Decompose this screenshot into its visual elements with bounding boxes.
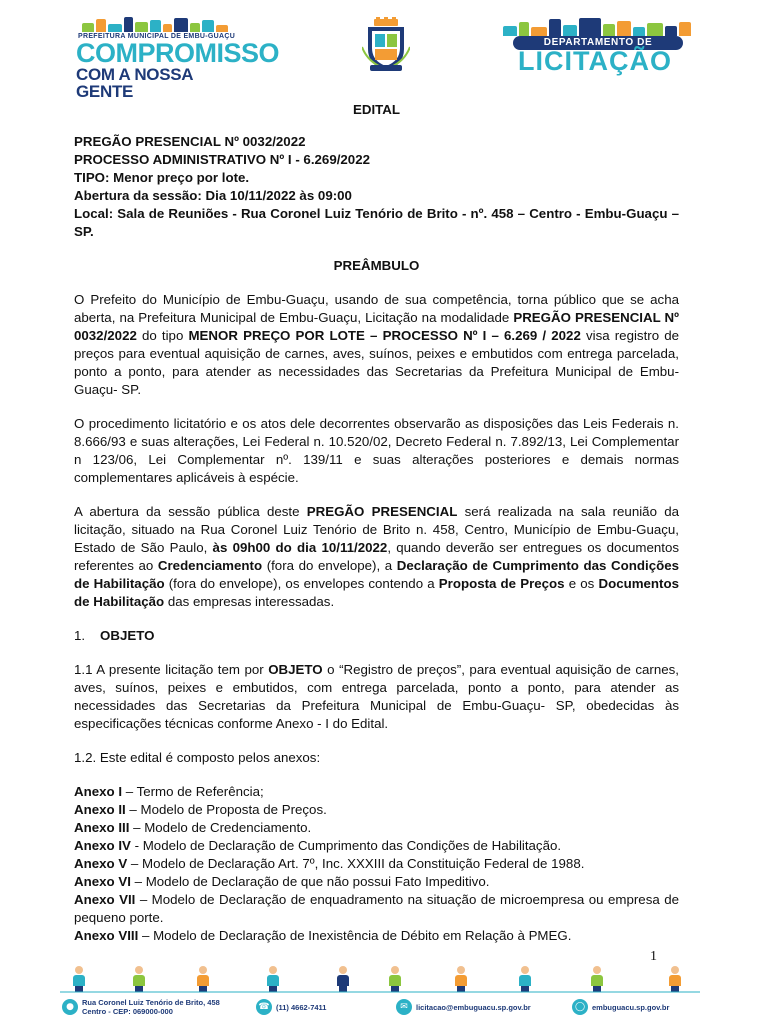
departamento-licitacao-logo	[495, 16, 695, 78]
prefeitura-logo	[74, 16, 280, 101]
document-title-block	[74, 133, 679, 241]
objeto-paragraph-1-1: 1.1 A presente licitação tem por OBJETO o “Registro de preços”, para eventual aquisição de carnes, aves, suínos, peixes e embutidos, com entrega parcelada, ponto a ponto, para atender as necessidades das Secretarias da Prefeitura Municipal de Embu-Guaçu- SP, obedecidas às especificações técnicas conforme Anexo - I do Edital.	[74, 662, 679, 731]
footer-people-illustration	[70, 962, 690, 992]
annex-item: Anexo VI – Modelo de Declaração de que não possui Fato Impeditivo.	[74, 874, 490, 889]
logo-line-com-a-nossa-gente: COM A NOSSA GENTE	[76, 65, 193, 101]
phone-number: (11) 4662-7411	[276, 1002, 327, 1012]
preambulo-paragraph-1: O Prefeito do Município de Embu-Guaçu, usando de sua competência, torna público que se acha aberta, na Prefeitura Municipal de Embu-Guaçu, Licitação na modalidade PREGÃO PRESENCIAL Nº 0032/2022 do tipo MENOR PREÇO POR LOTE – PROCESSO Nº I – 6.269 / 2022 visa registro de preços para eventual aquisição de carnes, aves, suínos, peixes e embutidos com entrega parcelada, ponto a ponto, para atender as necessidades das Secretarias da Prefeitura Municipal de Embu-Guaçu- SP.	[74, 292, 680, 397]
annex-item: Anexo V – Modelo de Declaração Art. 7º, Inc. XXXIII da Constituição Federal de 1988.	[74, 856, 585, 871]
section-number: 1.	[74, 628, 86, 643]
footer-email[interactable]	[396, 996, 531, 1018]
globe-icon: ◯	[572, 999, 588, 1015]
email-icon: ✉	[396, 999, 412, 1015]
objeto-paragraph-1-2: 1.2. Este edital é composto pelos anexos:	[74, 750, 321, 765]
preambulo-heading: PREÂMBULO	[333, 258, 420, 273]
page-footer	[0, 962, 770, 1024]
annex-item: Anexo VII – Modelo de Declaração de enquadramento na situação de microempresa ou empresa de pequeno porte.	[74, 892, 679, 925]
document-heading: EDITAL	[352, 102, 401, 117]
title-abertura: Abertura da sessão: Dia 10/11/2022 às 09:00	[74, 188, 352, 203]
page-header	[0, 0, 770, 101]
annex-item: Anexo III – Modelo de Credenciamento.	[74, 820, 312, 835]
department-skyline-icon	[503, 16, 693, 36]
logo-line-departamento: DEPARTAMENTO DE	[543, 37, 653, 48]
website-address[interactable]: embuguacu.sp.gov.br	[592, 1002, 670, 1012]
title-processo: PROCESSO ADMINISTRATIVO Nº I - 6.269/2022	[74, 152, 370, 167]
section-title: OBJETO	[100, 628, 155, 643]
footer-divider	[60, 991, 700, 993]
title-pregao: PREGÃO PRESENCIAL Nº 0032/2022	[74, 134, 306, 149]
page-number: 1	[650, 949, 657, 964]
phone-icon: ☎	[256, 999, 272, 1015]
title-local: Local: Sala de Reuniões - Rua Coronel Luiz Tenório de Brito - nº. 458 – Centro - Embu-Guaçu – SP.	[74, 206, 679, 239]
city-skyline-icon	[82, 16, 232, 32]
section-heading-objeto	[74, 627, 679, 645]
document-body	[74, 100, 679, 945]
logo-line-licitacao: LICITAÇÃO	[518, 46, 672, 76]
annex-item: Anexo VIII – Modelo de Declaração de Inexistência de Débito em Relação à PMEG.	[74, 928, 572, 943]
location-pin-icon: ●	[62, 999, 78, 1015]
annex-item: Anexo II – Modelo de Proposta de Preços.	[74, 802, 327, 817]
preambulo-paragraph-3: A abertura da sessão pública deste PREGÃO PRESENCIAL será realizada na sala reunião da licitação, situado na Rua Coronel Luiz Tenório de Brito n. 458, Centro, Município de Embu-Guaçu, Estado de São Paulo, às 09h00 do dia 10/11/2022, quando deverão ser entregues os documentos referentes ao Credenciamento (fora do envelope), a Declaração de Cumprimento das Condições de Habilitação (fora do envelope), os envelopes contendo a Proposta de Preços e os Documentos de Habilitação das empresas interessadas.	[74, 504, 680, 609]
footer-website[interactable]	[572, 996, 669, 1018]
address-line-1: Rua Coronel Luiz Tenório de Brito, 458	[82, 998, 220, 1007]
annex-list	[74, 783, 679, 945]
preambulo-paragraph-2: O procedimento licitatório e os atos dele decorrentes observarão as disposições das Leis Federais n. 8.666/93 e suas alterações, Lei Federal n. 10.520/02, Decreto Federal n. 7.892/13, Lei Complementar n 123/06, Lei Complementar nº. 139/11 e suas alterações posteriores e demais normas complementares aplicáveis à espécie.	[74, 416, 679, 485]
annex-item: Anexo I – Termo de Referência;	[74, 784, 264, 799]
logo-line-compromisso: COMPROMISSO	[76, 38, 280, 68]
logo-line-prefeitura: PREFEITURA MUNICIPAL DE EMBU-GUAÇU	[78, 33, 236, 40]
email-address[interactable]: licitacao@embuguacu.sp.gov.br	[416, 1002, 531, 1012]
title-tipo: TIPO: Menor preço por lote.	[74, 170, 250, 185]
footer-contact-bar	[60, 996, 700, 1018]
address-line-2: Centro - CEP: 069000-000	[82, 1007, 173, 1016]
footer-phone	[256, 996, 326, 1018]
annex-item: Anexo IV - Modelo de Declaração de Cumprimento das Condições de Habilitação.	[74, 838, 562, 853]
footer-address	[62, 996, 220, 1018]
municipal-crest-icon	[362, 17, 410, 73]
